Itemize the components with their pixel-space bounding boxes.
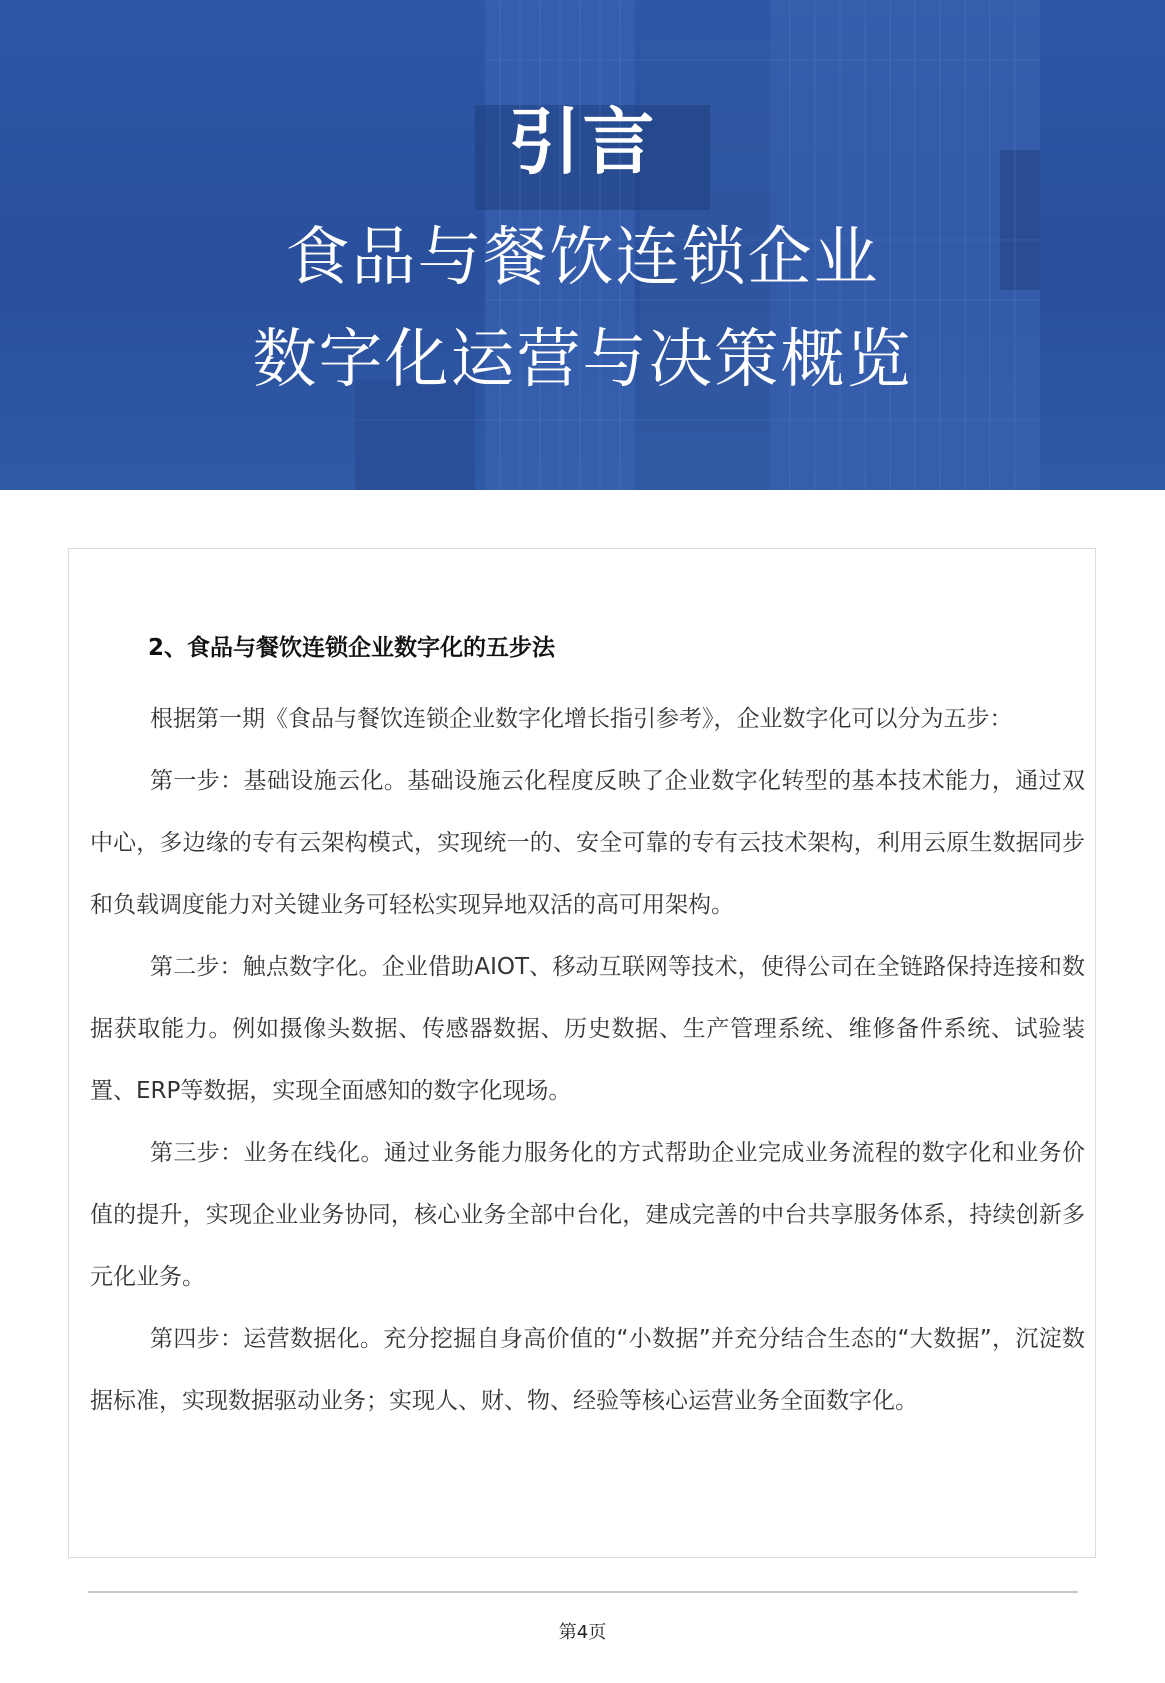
step-three-paragraph: 第三步：业务在线化。通过业务能力服务化的方式帮助企业完成业务流程的数字化和业务价值的提升，实现企业业务协同，核心业务全部中台化，建成完善的中台共享服务体系，持续创新多元化业务。 [90,1140,1085,1290]
banner-subtitle-line2: 数字化运营与决策概览 [252,323,913,397]
banner-subtitle-line1: 食品与餐饮连锁企业 [285,221,880,295]
step-four-paragraph: 第四步：运营数据化。充分挖掘自身高价值的“小数据”并充分结合生态的“大数据”，沉淀数据标准，实现数据驱动业务；实现人、财、物、经验等核心运营业务全面数字化。 [90,1326,1085,1414]
intro-paragraph: 根据第一期《食品与餐饮连锁企业数字化增长指引参考》，企业数字化可以分为五步： [150,706,1013,732]
page-number: 第4页 [558,1622,607,1643]
footer-divider [88,1591,1078,1593]
section-heading: 2、食品与餐饮连锁企业数字化的五步法 [148,635,556,661]
banner-title: 引言 [508,100,657,184]
section-body [90,688,1085,1432]
step-one-paragraph: 第一步：基础设施云化。基础设施云化程度反映了企业数字化转型的基本技术能力，通过双中心，多边缘的专有云架构模式，实现统一的、安全可靠的专有云技术架构，利用云原生数据同步和负载调度能力对关键业务可轻松实现异地双活的高可用架构。 [90,768,1085,918]
step-two-paragraph: 第二步：触点数字化。企业借助AIOT、移动互联网等技术，使得公司在全链路保持连接和数据获取能力。例如摄像头数据、传感器数据、历史数据、生产管理系统、维修备件系统、试验装置、ERP等数据，实现全面感知的数字化现场。 [90,954,1085,1104]
header-banner [0,0,1165,490]
